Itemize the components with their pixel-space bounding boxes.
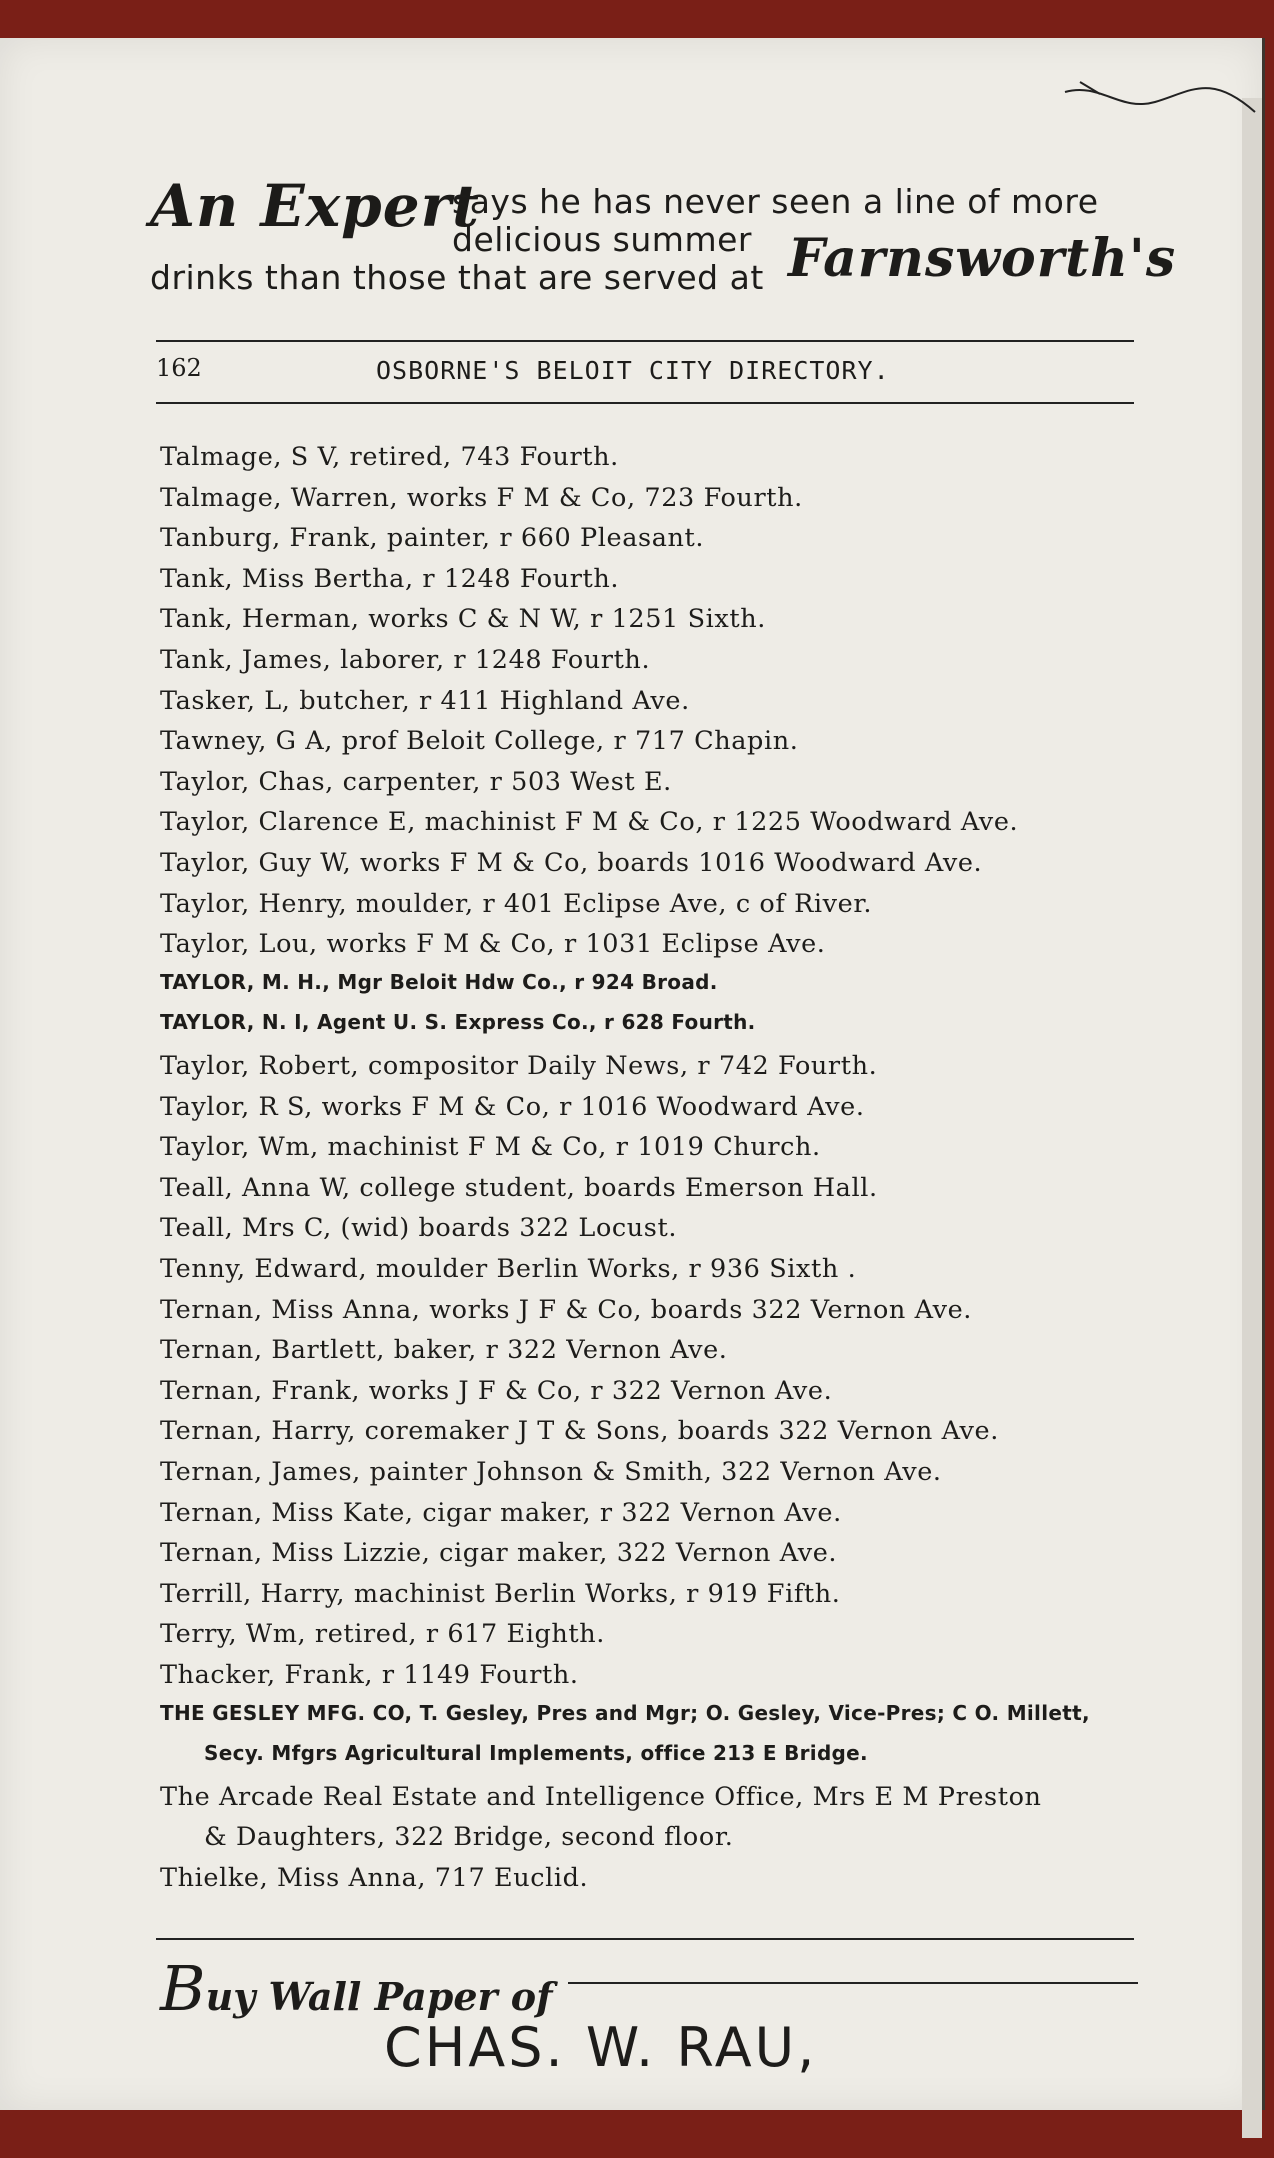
directory-entry: Teall, Anna W, college student, boards Emerson Hall. bbox=[160, 1172, 878, 1203]
directory-entry: TAYLOR, N. I, Agent U. S. Express Co., r 628 Fourth. bbox=[160, 1010, 756, 1035]
page-title: OSBORNE'S BELOIT CITY DIRECTORY. bbox=[376, 356, 890, 385]
ad-rau-name: CHAS. W. RAU, bbox=[384, 2016, 818, 2079]
directory-entry: Ternan, Harry, coremaker J T & Sons, boards 322 Vernon Ave. bbox=[160, 1416, 999, 1447]
directory-entry: Taylor, R S, works F M & Co, r 1016 Woodward Ave. bbox=[160, 1091, 865, 1122]
directory-entry: Tanburg, Frank, painter, r 660 Pleasant. bbox=[160, 523, 705, 554]
page-number: 162 bbox=[156, 354, 202, 382]
directory-entry: Secy. Mfgrs Agricultural Implements, office 213 E Bridge. bbox=[204, 1741, 868, 1766]
ad-buy-line: Buy Wall Paper of bbox=[160, 1952, 553, 2025]
ad-says-line: says he has never seen a line of more bbox=[452, 182, 1099, 221]
directory-entry: Ternan, Miss Anna, works J F & Co, boards 322 Vernon Ave. bbox=[160, 1294, 973, 1325]
ad-drinks-line: drinks than those that are served at bbox=[150, 258, 764, 297]
directory-entry: Thacker, Frank, r 1149 Fourth. bbox=[160, 1660, 579, 1690]
directory-entry: Tasker, L, butcher, r 411 Highland Ave. bbox=[160, 685, 690, 716]
ad-farnsworth-name: Farnsworth's bbox=[788, 228, 1177, 289]
ad-buy-text: uy Wall Paper of bbox=[205, 1974, 553, 2019]
farnsworth-ad bbox=[150, 172, 1177, 312]
directory-entry: THE GESLEY MFG. CO, T. Gesley, Pres and Mgr; O. Gesley, Vice-Pres; C O. Millett, bbox=[160, 1700, 1090, 1725]
directory-entry: Tenny, Edward, moulder Berlin Works, r 936 Sixth . bbox=[160, 1254, 857, 1284]
directory-entry: & Daughters, 322 Bridge, second floor. bbox=[204, 1822, 734, 1853]
directory-entry: Tank, James, laborer, r 1248 Fourth. bbox=[160, 645, 651, 675]
directory-entry: Thielke, Miss Anna, 717 Euclid. bbox=[160, 1863, 589, 1893]
directory-entry: Teall, Mrs C, (wid) boards 322 Locust. bbox=[160, 1213, 678, 1244]
ad-buy-underline bbox=[568, 1982, 1138, 1984]
directory-entry: Taylor, Robert, compositor Daily News, r 742 Fourth. bbox=[160, 1051, 878, 1081]
directory-entry: Taylor, Wm, machinist F M & Co, r 1019 Church. bbox=[160, 1132, 821, 1163]
directory-entry: Ternan, Miss Lizzie, cigar maker, 322 Vernon Ave. bbox=[160, 1538, 838, 1569]
directory-entry: Tawney, G A, prof Beloit College, r 717 Chapin. bbox=[160, 726, 799, 757]
directory-entry: Ternan, Bartlett, baker, r 322 Vernon Ave. bbox=[160, 1335, 728, 1366]
directory-entry: Taylor, Chas, carpenter, r 503 West E. bbox=[160, 766, 672, 797]
bottom-rule bbox=[156, 1938, 1134, 1940]
top-rule bbox=[156, 340, 1134, 342]
directory-entry: TAYLOR, M. H., Mgr Beloit Hdw Co., r 924 Broad. bbox=[160, 969, 718, 994]
directory-entry: Terrill, Harry, machinist Berlin Works, r 919 Fifth. bbox=[160, 1578, 841, 1609]
directory-entry: Talmage, Warren, works F M & Co, 723 Fourth. bbox=[160, 482, 803, 513]
directory-entry: Tank, Miss Bertha, r 1248 Fourth. bbox=[160, 563, 620, 594]
directory-entry: Tank, Herman, works C & N W, r 1251 Sixth. bbox=[160, 604, 766, 635]
pen-scribble bbox=[1060, 62, 1260, 132]
ad-delicious-line: delicious summer bbox=[452, 220, 752, 259]
page-edge bbox=[1242, 98, 1262, 2138]
directory-entry: Terry, Wm, retired, r 617 Eighth. bbox=[160, 1619, 605, 1650]
header-rule bbox=[156, 402, 1134, 404]
directory-entry: Talmage, S V, retired, 743 Fourth. bbox=[160, 442, 619, 472]
directory-entry: Ternan, James, painter Johnson & Smith, 322 Vernon Ave. bbox=[160, 1457, 942, 1487]
directory-entry: The Arcade Real Estate and Intelligence Office, Mrs E M Preston bbox=[160, 1781, 1042, 1812]
directory-entry: Taylor, Guy W, works F M & Co, boards 1016 Woodward Ave. bbox=[160, 848, 983, 878]
directory-entry: Taylor, Clarence E, machinist F M & Co, r 1225 Woodward Ave. bbox=[160, 807, 1019, 838]
wallpaper-ad bbox=[160, 1952, 1140, 2092]
directory-entry: Taylor, Lou, works F M & Co, r 1031 Eclipse Ave. bbox=[160, 929, 826, 960]
ad-expert-heading: An Expert bbox=[150, 172, 480, 240]
directory-entry: Taylor, Henry, moulder, r 401 Eclipse Ave, c of River. bbox=[160, 888, 873, 919]
directory-entry: Ternan, Frank, works J F & Co, r 322 Vernon Ave. bbox=[160, 1375, 833, 1406]
directory-entry: Ternan, Miss Kate, cigar maker, r 322 Vernon Ave. bbox=[160, 1497, 842, 1528]
